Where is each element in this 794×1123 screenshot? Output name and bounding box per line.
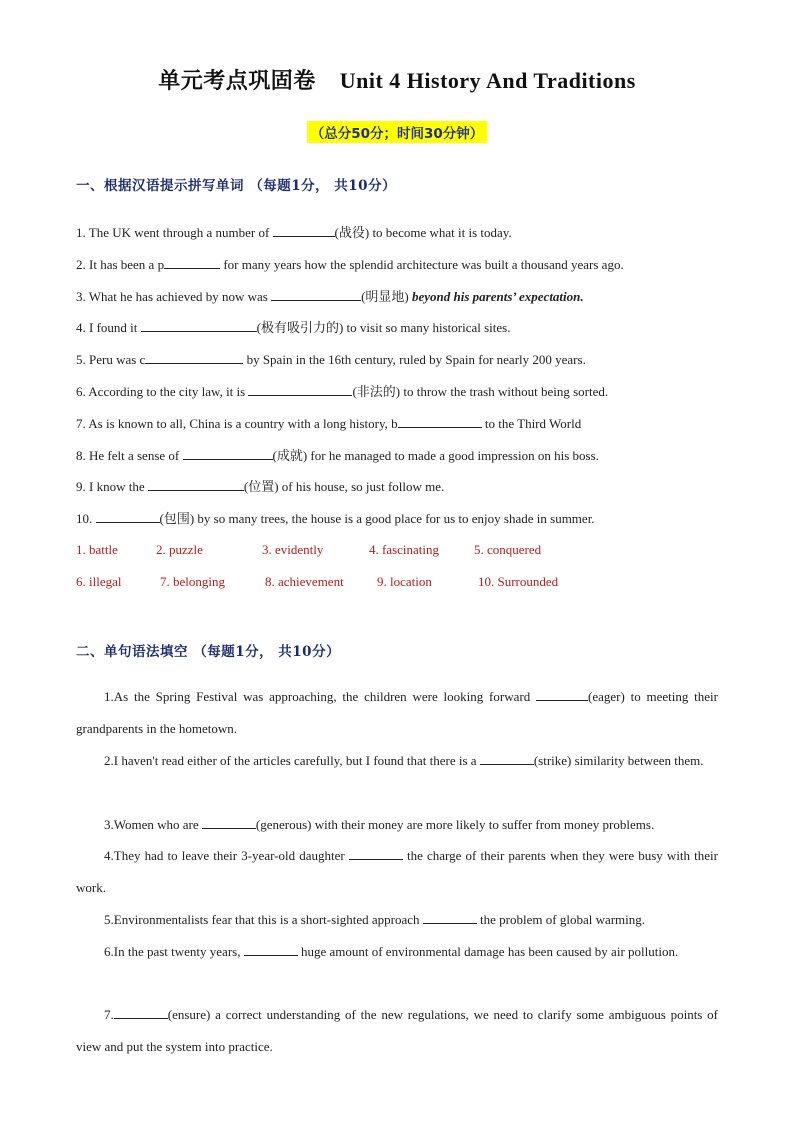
- answer-blank[interactable]: [244, 943, 298, 956]
- answer-blank[interactable]: [96, 510, 160, 523]
- s2-item-7: 7. (ensure) a correct understanding of the new regulations, we need to clarify some ambiguous points of view and put the system into practice.: [76, 1007, 718, 1054]
- score-note: （总分50分；时间30分钟）: [307, 121, 488, 143]
- s2-item-2: 2.I haven't read either of the articles carefully, but I found that there is a (strike) similarity between them.: [104, 753, 704, 768]
- section2-heading: 二、单句语法填空 （每题1分， 共10分）: [76, 644, 341, 660]
- answer-blank[interactable]: [398, 415, 482, 428]
- s1-item-10: 10. (包围) by so many trees, the house is a good place for us to enjoy shade in summer.: [76, 511, 595, 526]
- answer-6: 6. illegal: [76, 574, 122, 589]
- answer-7: 7. belonging: [160, 574, 225, 589]
- answer-blank[interactable]: [114, 1006, 168, 1019]
- s1-item-8: 8. He felt a sense of (成就) for he managed to made a good impression on his boss.: [76, 448, 599, 463]
- answer-blank[interactable]: [148, 478, 244, 491]
- s2-item-3: 3.Women who are (generous) with their money are more likely to suffer from money problems.: [104, 817, 655, 832]
- s1-item-2: 2. It has been a p for many years how the splendid architecture was built a thousand years ago.: [76, 257, 624, 272]
- score-note-wrap: [0, 121, 794, 143]
- answer-blank[interactable]: [141, 319, 257, 332]
- page-title: [0, 64, 794, 95]
- title-english: Unit 4 History And Traditions: [339, 68, 636, 93]
- answer-10: 10. Surrounded: [478, 574, 559, 589]
- answer-3: 3. evidently: [262, 542, 324, 557]
- s1-item-9: 9. I know the (位置) of his house, so just follow me.: [76, 479, 445, 494]
- answer-5: 5. conquered: [474, 542, 542, 557]
- answer-blank[interactable]: [248, 383, 352, 396]
- s1-item-3: 3. What he has achieved by now was (明显地) beyond his parents’ expectation.: [76, 289, 584, 304]
- emphasis-text: beyond his parents’ expectation.: [412, 289, 584, 304]
- answer-blank[interactable]: [480, 752, 534, 765]
- answer-blank[interactable]: [202, 816, 256, 829]
- answer-9: 9. location: [377, 574, 432, 589]
- s1-item-4: 4. I found it (极有吸引力的) to visit so many historical sites.: [76, 320, 511, 335]
- answer-blank[interactable]: [273, 224, 335, 237]
- s2-item-5: 5.Environmentalists fear that this is a short-sighted approach the problem of global warming.: [104, 912, 646, 927]
- answer-blank[interactable]: [423, 911, 477, 924]
- answer-blank[interactable]: [164, 256, 220, 269]
- s1-item-7: 7. As is known to all, China is a country with a long history, b to the Third World: [76, 416, 582, 431]
- s1-item-6: 6. According to the city law, it is (非法的) to throw the trash without being sorted.: [76, 384, 609, 399]
- title-chinese: 单元考点巩固卷: [158, 69, 316, 94]
- s2-item-4: 4.They had to leave their 3-year-old daughter the charge of their parents when they were busy with their work.: [76, 848, 718, 895]
- s1-item-1: 1. The UK went through a number of (战役) to become what it is today.: [76, 225, 512, 240]
- s2-item-1: 1.As the Spring Festival was approaching, the children were looking forward (eager) to meeting their grandparents in the hometown.: [76, 689, 718, 736]
- answer-2: 2. puzzle: [156, 542, 203, 557]
- answer-blank[interactable]: [536, 688, 588, 701]
- answer-blank[interactable]: [349, 847, 403, 860]
- answer-blank[interactable]: [145, 351, 243, 364]
- section1-heading: 一、根据汉语提示拼写单词 （每题1分， 共10分）: [76, 178, 397, 194]
- answer-1: 1. battle: [76, 542, 118, 557]
- answer-8: 8. achievement: [265, 574, 344, 589]
- s2-item-6: 6.In the past twenty years, huge amount of environmental damage has been caused by air pollution.: [104, 944, 679, 959]
- s1-item-5: 5. Peru was c by Spain in the 16th century, ruled by Spain for nearly 200 years.: [76, 352, 586, 367]
- answer-4: 4. fascinating: [369, 542, 440, 557]
- answer-blank[interactable]: [271, 288, 361, 301]
- answer-blank[interactable]: [183, 447, 273, 460]
